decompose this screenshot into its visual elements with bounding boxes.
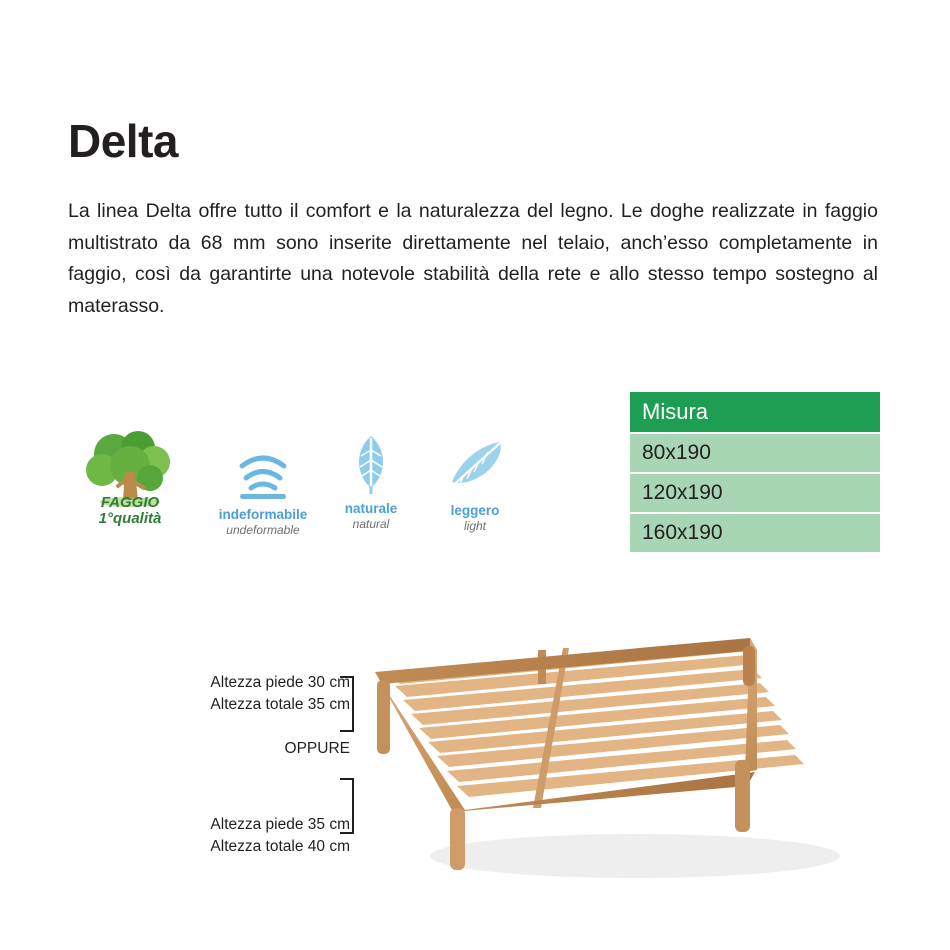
measures-block [150,672,350,858]
sizes-table [630,392,880,552]
feature-label-en: light [463,518,486,533]
measure-option2-line1: Altezza piede 35 cm [210,816,350,833]
page-title: Delta [68,115,178,167]
tree-icon [78,424,182,528]
table-row: 80x190 [630,434,880,472]
measure-option1-line2: Altezza totale 35 cm [210,696,350,713]
faggio-label [78,495,182,526]
sizes-table-header: Misura [630,392,880,432]
faggio-label-line1: FAGGIO [100,494,160,512]
table-row: 120x190 [630,474,880,512]
bracket-top [340,676,354,732]
leaf-icon [326,434,416,496]
measure-option1-line1: Altezza piede 30 cm [210,674,350,691]
bed-frame-photo [355,620,900,890]
product-description: La linea Delta offre tutto il comfort e la naturalezza del legno. Le doghe realizzate in faggio multistrato da 68 mm sono inserite direttamente nel telaio, anch’esso completamente in faggio, così da garantirte una notevole stabilità della rete e allo stesso tempo sostegno al materasso. [68,200,878,317]
feature-naturale [326,434,416,531]
feature-label-it: leggero [450,503,500,518]
table-row: 160x190 [630,514,880,552]
arcs-icon [208,440,318,502]
feature-label-en: natural [352,516,390,531]
measure-option2-line2: Altezza totale 40 cm [210,838,350,855]
feature-indeformabile [208,440,318,537]
feather-icon [420,436,530,498]
bracket-bottom [340,778,354,834]
measure-separator: OPPURE [284,740,350,757]
faggio-label-line2: 1°qualità [98,509,162,527]
feature-label-it: indeformabile [218,507,308,522]
feature-label-it: naturale [344,501,398,516]
feature-leggero [420,436,530,533]
feature-label-en: undeformable [226,522,300,537]
feature-icons-row [70,424,590,544]
feature-faggio [78,424,188,528]
